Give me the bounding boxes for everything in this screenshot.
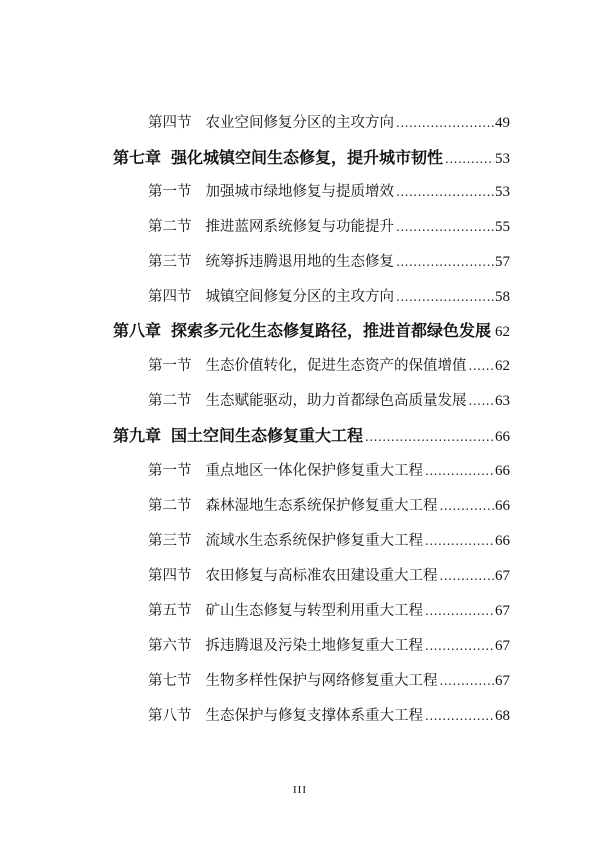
toc-entry-number: 第五节 [148,603,192,619]
toc-entry[interactable] [148,250,510,274]
toc-entry-number: 第三节 [148,533,192,549]
toc-entry-page: 67 [495,673,510,689]
toc-chapter[interactable] [113,319,510,343]
toc-entry-title: 矿山生态修复与转型利用重大工程 [205,603,423,619]
toc-chapter-title: 国土空间生态修复重大工程 [171,426,364,445]
toc-entry-title: 农田修复与高标准农田建设重大工程 [205,568,438,584]
toc-chapter-title: 探索多元化生态修复路径，推进首都绿色发展 [171,321,492,340]
toc-entry[interactable] [148,529,510,553]
toc-entry[interactable] [148,669,510,693]
toc-leader-dots [440,669,495,693]
toc-entry-page: 67 [495,568,510,584]
toc-leader-dots [469,389,495,413]
toc-entry-title: 生物多样性保护与网络修复重大工程 [205,673,438,689]
toc-leader-dots [425,704,494,728]
toc-chapter-page: 66 [495,429,510,445]
toc-entry[interactable] [148,389,510,413]
toc-entry-title: 城镇空间修复分区的主攻方向 [205,289,394,305]
toc-entry-page: 57 [495,254,510,270]
toc-chapter-page: 62 [495,324,510,340]
toc-entry-title: 重点地区一体化保护修复重大工程 [205,463,423,479]
toc-leader-dots [396,250,494,274]
toc-entry-number: 第四节 [148,289,192,305]
toc-leader-dots [425,459,494,483]
toc-leader-dots [396,111,494,135]
toc-entry-title: 生态价值转化，促进生态资产的保值增值 [205,358,467,374]
toc-entry-number: 第四节 [148,115,192,131]
toc-entry[interactable] [148,564,510,588]
toc-entry-number: 第一节 [148,184,192,200]
toc-entry-title: 拆违腾退及污染土地修复重大工程 [205,638,423,654]
toc-chapter-page: 53 [495,151,510,167]
toc-chapter-number: 第七章 [113,148,162,167]
toc-entry[interactable] [148,285,510,309]
toc-chapter-number: 第八章 [113,321,162,340]
toc-entry-title: 推进蓝网系统修复与功能提升 [205,219,394,235]
toc-entry-number: 第三节 [148,254,192,270]
toc-leader-dots [396,215,494,239]
toc-entry-title: 加强城市绿地修复与提质增效 [205,184,394,200]
toc-leader-dots [440,494,495,518]
toc-leader-dots [469,354,495,378]
toc-entry-title: 统筹拆违腾退用地的生态修复 [205,254,394,270]
toc-entry-title: 森林湿地生态系统保护修复重大工程 [205,498,438,514]
toc-entry-page: 63 [495,393,510,409]
toc-leader-dots [425,529,494,553]
toc-entry[interactable] [148,354,510,378]
toc-entry-number: 第一节 [148,358,192,374]
toc-leader-dots [445,147,494,171]
toc-entry-number: 第七节 [148,673,192,689]
toc-entry-title: 农业空间修复分区的主攻方向 [205,115,394,131]
toc-entry-page: 66 [495,498,510,514]
toc-chapter-number: 第九章 [113,426,162,445]
toc-entry-number: 第四节 [148,568,192,584]
toc-entry-number: 第二节 [148,219,192,235]
toc-entry[interactable] [148,215,510,239]
toc-leader-dots [396,180,494,204]
toc-entry-page: 66 [495,533,510,549]
toc-chapter[interactable] [113,146,510,170]
toc-entry[interactable] [148,111,510,135]
toc-entry-number: 第八节 [148,708,192,724]
toc-entry-number: 第六节 [148,638,192,654]
toc-entry-page: 67 [495,603,510,619]
toc-entry-page: 49 [495,115,510,131]
toc-leader-dots [425,599,494,623]
toc-entry-title: 生态保护与修复支撑体系重大工程 [205,708,423,724]
page-number-footer: III [293,784,307,796]
toc-entry-title: 生态赋能驱动，助力首都绿色高质量发展 [205,393,467,409]
toc-entry[interactable] [148,494,510,518]
toc-entry-page: 66 [495,463,510,479]
toc-leader-dots [425,634,494,658]
toc-leader-dots [440,564,495,588]
toc-entry-page: 55 [495,219,510,235]
toc-entry-title: 流域水生态系统保护修复重大工程 [205,533,423,549]
toc-entry[interactable] [148,704,510,728]
toc-entry-page: 67 [495,638,510,654]
toc-entry[interactable] [148,459,510,483]
toc-entry-page: 68 [495,708,510,724]
toc-leader-dots [493,320,494,344]
toc-entry-number: 第二节 [148,393,192,409]
toc-entry[interactable] [148,180,510,204]
toc-entry[interactable] [148,634,510,658]
toc-entry-number: 第一节 [148,463,192,479]
toc-leader-dots [396,285,494,309]
toc-chapter[interactable] [113,424,510,448]
toc-entry[interactable] [148,599,510,623]
toc-entry-page: 62 [495,358,510,374]
toc-entry-page: 53 [495,184,510,200]
toc-chapter-title: 强化城镇空间生态修复，提升城市韧性 [171,148,444,167]
toc-entry-number: 第二节 [148,498,192,514]
toc-entry-page: 58 [495,289,510,305]
toc-leader-dots [365,425,494,449]
